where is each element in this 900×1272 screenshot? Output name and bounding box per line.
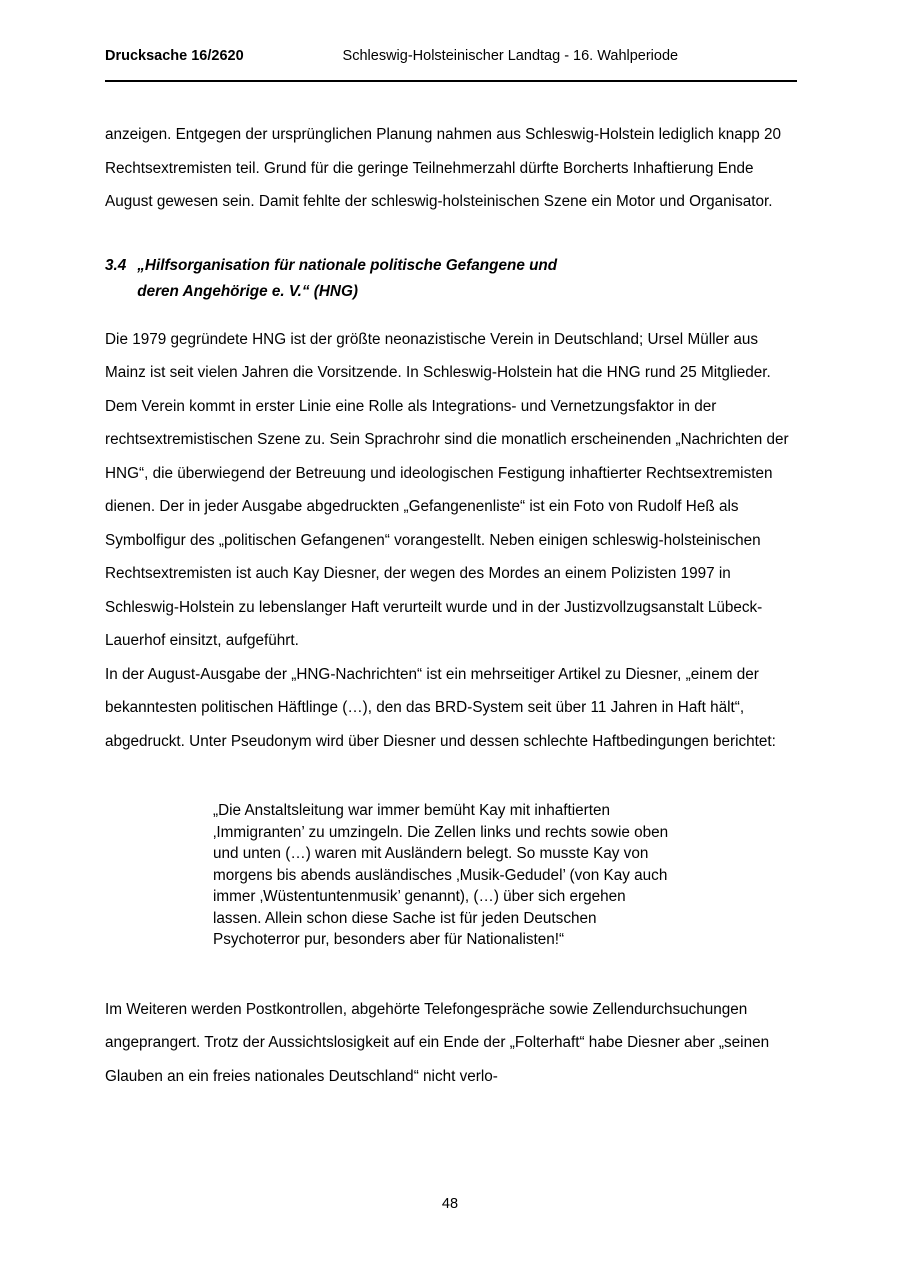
section-title-line-2: deren Angehörige e. V.“ (HNG)	[137, 282, 358, 300]
section-heading-line-1	[105, 253, 797, 279]
page-header	[105, 48, 795, 64]
header-drucksache: Drucksache 16/2620	[105, 48, 244, 64]
quote-block	[105, 800, 797, 951]
paragraph-hng-role: Dem Verein kommt in erster Linie eine Rolle als Integrations- und Vernetzungsfaktor in der rechtsextremistischen Szene zu. Sein Sprachrohr sind die monatlich erscheinenden „Nachrichten der HNG“, die überwiegend der Betreuung und ideologischen Festigung inhaftierter Rechtsextremisten dienen. Der in jeder Ausgabe abgedruckten „Gefangenenliste“ ist ein Foto von Rudolf Heß als Symbolfigur des „politischen Gefangenen“ vorangestellt. Neben einigen schleswig-holsteinischen Rechtsextremisten ist auch Kay Diesner, der wegen des Mordes an einem Polizisten 1997 in Schleswig-Holstein zu lebenslanger Haft verurteilt wurde und in der Justizvollzugsanstalt Lübeck-Lauerhof einsitzt, aufgeführt.	[105, 397, 789, 649]
section-number-spacer	[105, 279, 137, 305]
document-content	[105, 118, 797, 1093]
paragraph-weiteres: Im Weiteren werden Postkontrollen, abgehörte Telefongespräche sowie Zellendurchsuchungen angeprangert. Trotz der Aussichtslosigkeit auf ein Ende der „Folterhaft“ habe Diesner aber „seinen Glauben an ein freies nationales Deutschland“ nicht verlo-	[105, 1000, 770, 1085]
paragraph-hng-overview: Die 1979 gegründete HNG ist der größte neonazistische Verein in Deutschland; Ursel Müller aus Mainz ist seit vielen Jahren die Vorsitzende. In Schleswig-Holstein hat die HNG rund 25 Mitglieder.	[105, 330, 771, 381]
header-landtag: Schleswig-Holsteinischer Landtag - 16. Wahlperiode	[342, 48, 679, 64]
section-number: 3.4	[105, 256, 127, 274]
section-heading-line-2	[105, 279, 797, 305]
paragraph-august-ausgabe: In der August-Ausgabe der „HNG-Nachrichten“ ist ein mehrseitiger Artikel zu Diesner, „einem der bekanntesten politischen Häftlinge (…), den das BRD-System seit über 11 Jahren in Haft hält“, abgedruckt. Unter Pseudonym wird über Diesner und dessen schlechte Haftbedingungen berichtet:	[105, 665, 776, 750]
blockquote-diesner: „Die Anstaltsleitung war immer bemüht Kay mit inhaftierten ‚Immigranten’ zu umzingeln. Die Zellen links und rechts sowie oben und unten (…) waren mit Ausländern belegt. So musste Kay von morgens bis abends ausländisches ‚Musik-Gedudel’ (von Kay auch immer ‚Wüstentuntenmusik’ genannt), (…) über sich ergehen lassen. Allein schon diese Sache ist für jeden Deutschen Psychoterror pur, besonders aber für Nationalisten!“	[213, 802, 669, 948]
page-footer	[0, 1196, 900, 1212]
page-number: 48	[441, 1196, 459, 1212]
section-title-line-1: „Hilfsorganisation für nationale politische Gefangene und	[137, 256, 558, 274]
section-heading-block	[105, 253, 797, 305]
header-divider	[105, 80, 797, 82]
paragraph-intro: anzeigen. Entgegen der ursprünglichen Planung nahmen aus Schleswig-Holstein lediglich knapp 20 Rechtsextremisten teil. Grund für die geringe Teilnehmerzahl dürfte Borcherts Inhaftierung Ende August gewesen sein. Damit fehlte der schleswig-holsteinischen Szene ein Motor und Organisator.	[105, 126, 782, 210]
